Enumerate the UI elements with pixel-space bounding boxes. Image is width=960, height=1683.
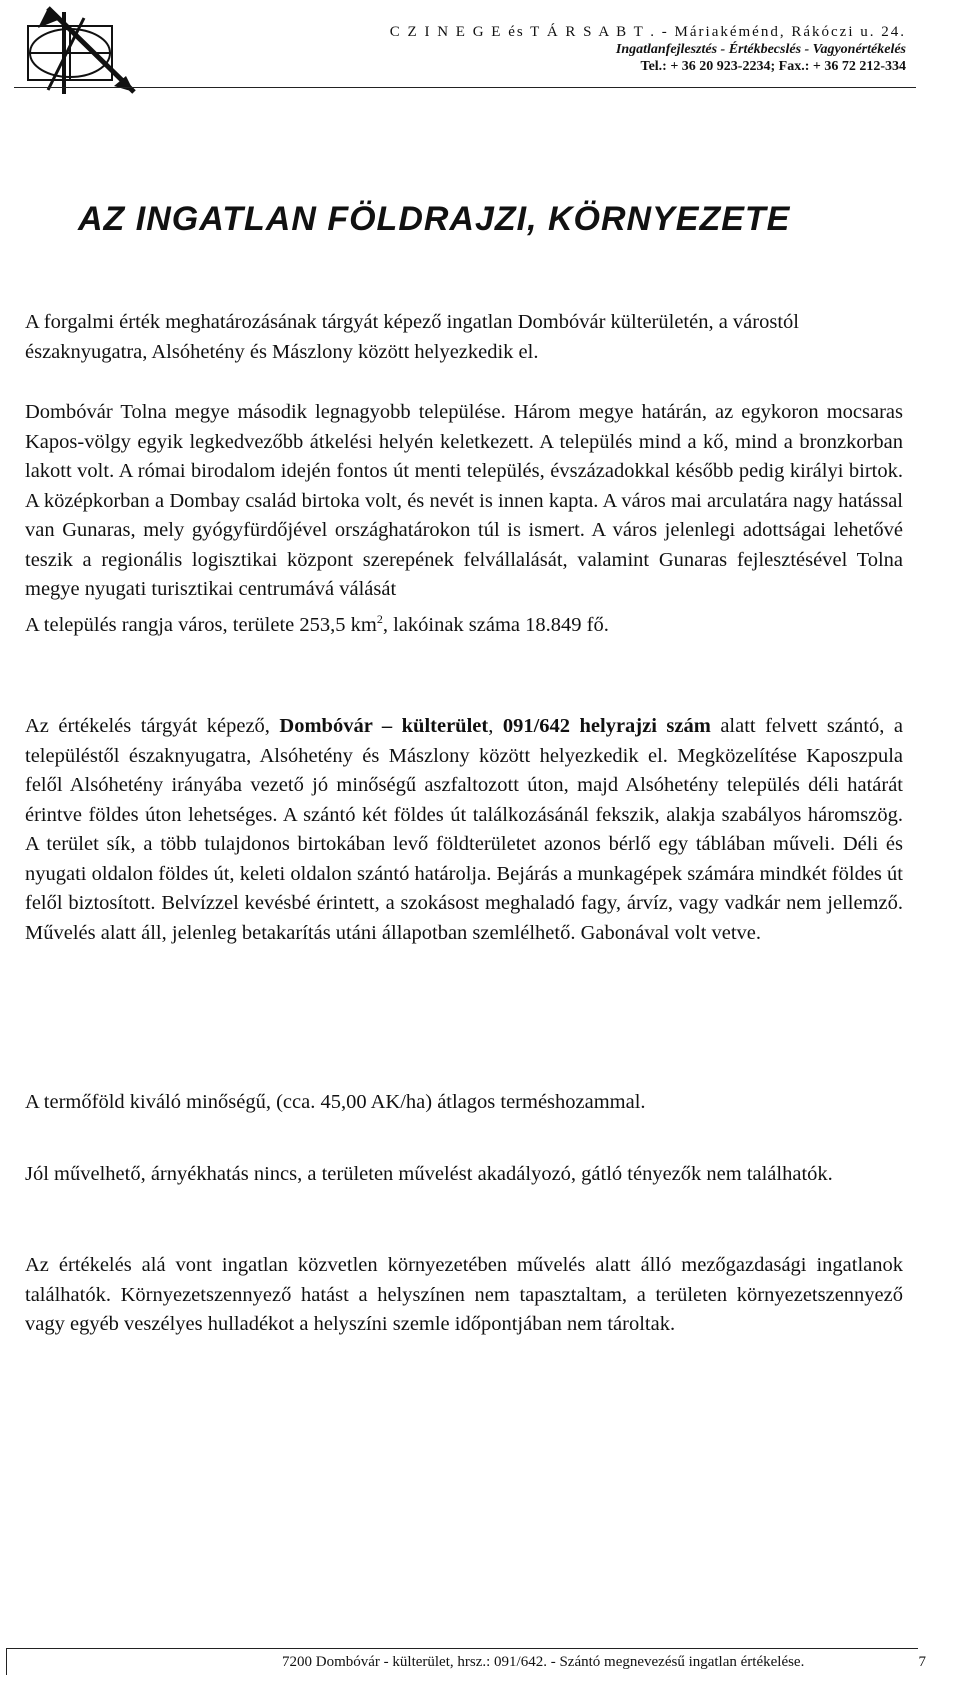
paragraph-cultivation: Jól művelhető, árnyékhatás nincs, a területen művelést akadályozó, gátló tényezők nem találhatók. (25, 1163, 833, 1185)
page-title: AZ INGATLAN FÖLDRAJZI, KÖRNYEZETE (78, 200, 791, 238)
paragraph-environment: Az értékelés alá vont ingatlan közvetlen környezetében művelés alatt álló mezőgazdasági ingatlanok találhatók. Környezetszennyező hatást a helyszínen nem tapasztaltam, a területen környezetszennyező vagy egyéb veszélyes hulladékot a helyszíni szemle időpontjában nem tároltak. (25, 1254, 903, 1335)
company-contact-line: Tel.: + 36 20 923-2234; Fax.: + 36 72 212-334 (640, 59, 906, 74)
page-number: 7 (918, 1654, 926, 1670)
company-name-line: C Z I N E G E és T Á R S A B T . - Máriakéménd, Rákóczi u. 24. (389, 24, 906, 40)
paragraph-property: Az értékelés tárgyát képező, Dombóvár – külterület, 091/642 helyrajzi szám alatt felvett szántó, a településtől északnyugatra, Alsóhetény és Mászlony között helyezkedik el. Megközelítése Kaposzpula felől Alsóhetény irányába vezető jó minőségű aszfaltozott úton, majd Alsóhetény település déli határát érintve földes úton lehetséges. A szántó két földes út találkozásánál fekszik, alakja szabályos háromszög. A terület sík, a több tulajdonos birtokában levő földterületet azonos bérlő egy táblában műveli. Déli és nyugati oldalon földes út, keleti oldalon szántó határolja. Bejárás a munkagépek számára mindkét földes út felől biztosított. Belvízzel kevésbé érintett, a szokásost meghaladó fagy, árvíz, vagy vadkár nem jellemző. Művelés alatt áll, jelenleg betakarítás utáni állapotban szemlélhető. Gabonával volt vetve. (25, 715, 904, 944)
paragraph-town-area: A település rangja város, területe 253,5 $km^2$, lakóinak száma 18.849 fő. (25, 611, 609, 636)
paragraph-history: Dombóvár Tolna megye második legnagyobb települése. Három megye határán, az egykoron mocsaras Kapos-völgy egyik legkedvezőbb átkelési helyén keletkezett. A település mind a kő, mind a bronzkorban lakott volt. A római birodalom idején fontos út menti település, évszázadokkal később pedig királyi birtok. A középkorban a Dombay család birtoka volt, és nevét is innen kapta. A város mai arculatára nagy hatással van Gunaras, mely gyógyfürdőjével országhatárokon túl is ismert. A város jelenlegi adottságai lehetővé teszik a regionális logisztikai központ szerepének felvállalását, valamint Gunaras fejlesztésével Tolna megye nyugati turisztikai centrumává válását (25, 401, 903, 600)
footer-text: 7200 Dombóvár - külterület, hrsz.: 091/642. - Szántó megnevezésű ingatlan értékelése. (282, 1654, 805, 1670)
paragraph-location: A forgalmi érték meghatározásának tárgyát képező ingatlan Dombóvár külterületén, a várostól északnyugatra, Alsóhetény és Mászlony között helyezkedik el. (25, 311, 799, 363)
page-footer (6, 1648, 926, 1675)
company-services-line: Ingatlanfejlesztés - Értékbecslés - Vagyonértékelés (615, 42, 906, 57)
header-divider (14, 87, 916, 88)
company-header (390, 24, 906, 75)
company-logo (14, 6, 164, 96)
paragraph-soil-quality: A termőföld kiváló minőségű, (cca. 45,00 AK/ha) átlagos terméshozammal. (25, 1091, 646, 1113)
paragraph-town-description (25, 398, 903, 640)
